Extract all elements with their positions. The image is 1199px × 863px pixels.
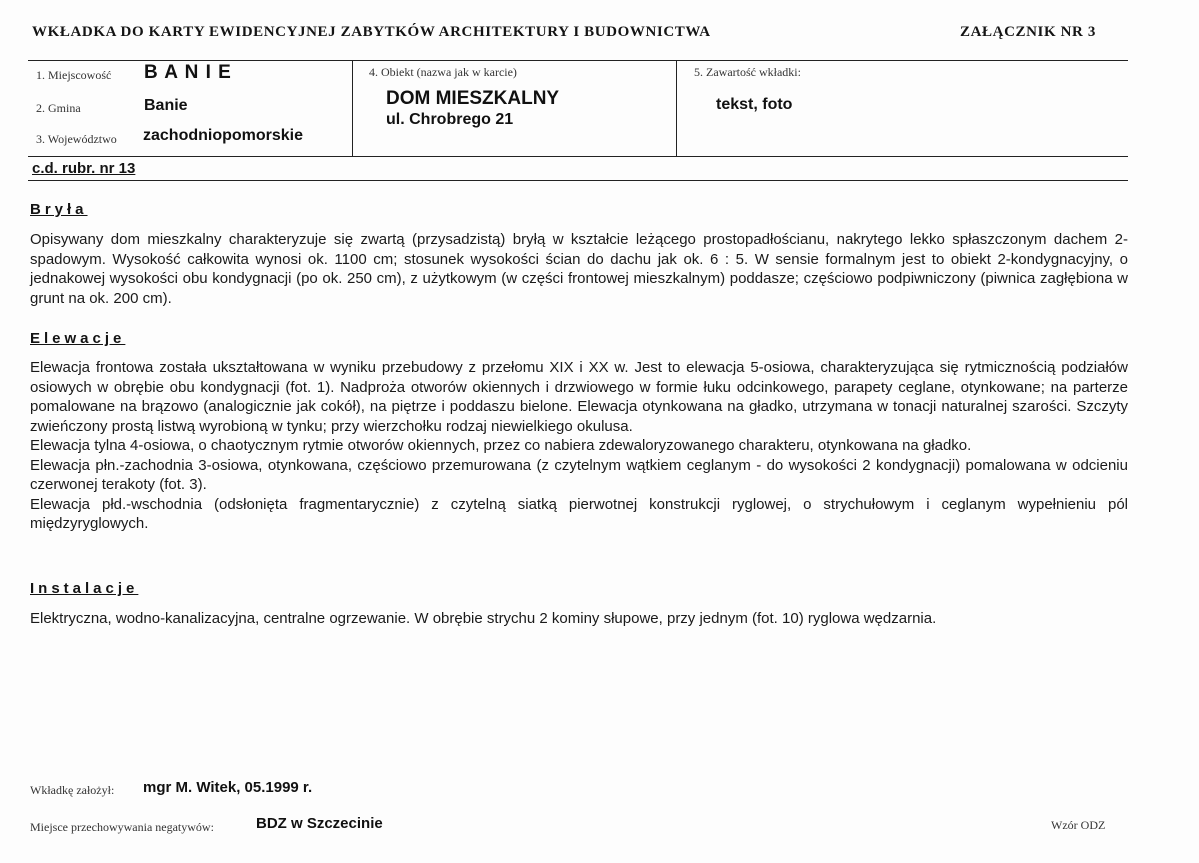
template-label: Wzór ODZ xyxy=(1051,818,1106,832)
section-text-bryla xyxy=(30,230,1128,308)
storage-label: Miejsce przechowywania negatywów: xyxy=(30,820,214,834)
box-top-rule xyxy=(28,60,1128,61)
miejscowosc-value: B A N I E xyxy=(144,62,232,83)
section-title-elewacje: Elewacje xyxy=(30,330,126,347)
obiekt-label: 4. Obiekt (nazwa jak w karcie) xyxy=(369,65,517,79)
box-divider-1 xyxy=(352,61,353,157)
wojewodztwo-label: 3. Województwo xyxy=(36,132,117,146)
elewacje-paragraph-1: Elewacja frontowa została ukształtowana w wyniku przebudowy z przełomu XIX i XX w. Jest to elewacja 5-osiowa, charakteryzująca się rytmicznością podziałów osiowych w obrębie obu kondygnacji (fot. 1). Nadproża otworów okiennych i drzwiowego w formie łuku odcinkowego, parapety ceglane, otynkowane; na parterze pomalowane na brązowo (analogicznie jak cokół), na piętrze i poddaszu bielone. Elewacja otynkowana na gładko, utrzymana w tonacji naturalnej szarości. Szczyty zwieńczony prostą listwą wyrobioną w tynku; przy wierzchołku rodzaj niewielkiego okulusa. xyxy=(30,359,1128,435)
author-value: mgr M. Witek, 05.1999 r. xyxy=(143,779,313,796)
instalacje-paragraph: Elektryczna, wodno-kanalizacyjna, centralne ogrzewanie. W obrębie strychu 2 kominy słupowe, przy jednym (fot. 10) ryglowa wędzarnia. xyxy=(30,610,937,627)
obiekt-value: DOM MIESZKALNY xyxy=(386,88,560,109)
miejscowosc-label: 1. Miejscowość xyxy=(36,68,112,82)
section-text-instalacje xyxy=(30,609,1128,629)
box-bottom-rule xyxy=(28,156,1128,157)
zawartosc-value: tekst, foto xyxy=(716,96,793,113)
bryla-paragraph: Opisywany dom mieszkalny charakteryzuje się zwartą (przysadzistą) bryłą w kształcie leżącego prostopadłościanu, nakrytego lekko spłaszczonym dachem 2-spadowym. Wysokość całkowita wynosi ok. 1100 cm; stosunek wysokości ścian do dachu jak ok. 6 : 5. W sensie formalnym jest to obiekt 2-kondygnacyjny, o jednakowej wysokości obu kondygnacji (po ok. 250 cm), z użytkowym (w części frontowej mieszkalnym) poddasze; częściowo podpiwniczony (piwnica zagłębiona w grunt na ok. 200 cm). xyxy=(30,231,1128,307)
elewacje-paragraph-4: Elewacja płd.-wschodnia (odsłonięta fragmentarycznie) z czytelną siatką pierwotnej konstrukcji ryglowej, o strychułowym i ceglanym wypełnieniu pól międzyryglowych. xyxy=(30,495,1128,532)
storage-value: BDZ w Szczecinie xyxy=(256,815,383,832)
continuation-label: c.d. rubr. nr 13 xyxy=(32,160,136,177)
section-title-instalacje: Instalacje xyxy=(30,580,139,597)
continuation-rule xyxy=(28,180,1128,181)
zawartosc-label: 5. Zawartość wkładki: xyxy=(694,65,801,79)
section-title-bryla: Bryła xyxy=(30,201,88,218)
box-divider-2 xyxy=(676,61,677,157)
gmina-label: 2. Gmina xyxy=(36,101,81,115)
wojewodztwo-value: zachodniopomorskie xyxy=(143,127,304,144)
obiekt-address: ul. Chrobrego 21 xyxy=(386,111,514,128)
elewacje-paragraph-2: Elewacja tylna 4-osiowa, o chaotycznym rytmie otworów okiennych, przez co nabiera zdewaloryzowanego charakteru, otynkowana na gładko. xyxy=(30,437,972,454)
header-title: WKŁADKA DO KARTY EWIDENCYJNEJ ZABYTKÓW ARCHITEKTURY I BUDOWNICTWA xyxy=(32,24,711,40)
gmina-value: Banie xyxy=(144,97,188,114)
author-label: Wkładkę założył: xyxy=(30,783,115,797)
annex-number: ZAŁĄCZNIK NR 3 xyxy=(960,24,1096,40)
elewacje-paragraph-3: Elewacja płn.-zachodnia 3-osiowa, otynkowana, częściowo przemurowana (z czytelnym wątkiem ceglanym - do wysokości 2 kondygnacji) pomalowana w odcieniu czerwonej terakoty (fot. 3). xyxy=(30,456,1128,493)
section-text-elewacje xyxy=(30,358,1128,534)
